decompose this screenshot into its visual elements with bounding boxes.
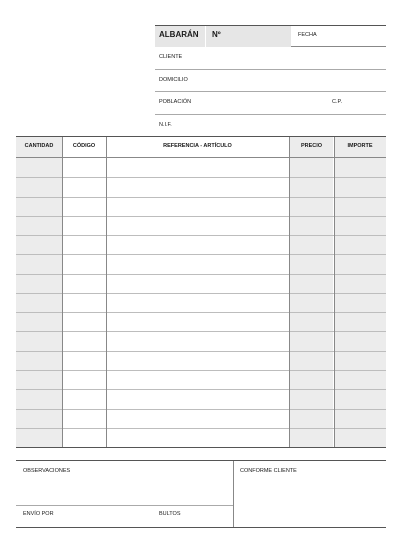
- address-label: DOMICILIO: [159, 76, 188, 83]
- number-cell[interactable]: [205, 26, 291, 47]
- table-row-line: [16, 254, 386, 255]
- table-row-line: [16, 293, 386, 294]
- footer-divider: [16, 505, 233, 506]
- column-header-reference: REFERENCIA - ARTÍCULO: [163, 143, 232, 149]
- footer-column-divider: [233, 461, 234, 527]
- table-row-line: [16, 312, 386, 313]
- table-row-line: [16, 389, 386, 390]
- table-row-line: [16, 409, 386, 410]
- table-row-line: [16, 235, 386, 236]
- column-header-code: CÓDIGO: [72, 143, 96, 149]
- table-row-line: [16, 370, 386, 371]
- city-field[interactable]: [155, 92, 386, 115]
- tax-id-field[interactable]: [155, 115, 386, 138]
- line-items-table: [16, 136, 386, 448]
- header-title-row: [155, 25, 386, 47]
- packages-label: BULTOS: [159, 511, 181, 517]
- postal-code-label: C.P.: [332, 99, 342, 105]
- column-divider: [289, 137, 290, 447]
- table-row-line: [16, 331, 386, 332]
- table-row-line: [16, 428, 386, 429]
- tax-id-label: N.I.F.: [159, 121, 172, 128]
- city-label: POBLACIÓN: [159, 99, 192, 105]
- column-header-price: PRECIO: [300, 143, 323, 149]
- column-header-quantity: CANTIDAD: [24, 143, 54, 149]
- client-label: CLIENTE: [159, 54, 183, 60]
- table-row-line: [16, 216, 386, 217]
- approval-label: CONFORME CLIENTE: [240, 468, 297, 474]
- address-field[interactable]: [155, 70, 386, 93]
- client-field[interactable]: [155, 47, 386, 70]
- date-label: FECHA: [298, 32, 317, 38]
- observations-label: OBSERVACIONES: [23, 468, 71, 474]
- shipping-label: ENVÍO POR: [23, 511, 54, 517]
- footer-section: [16, 460, 386, 528]
- column-divider: [334, 137, 335, 447]
- title-cell: [155, 26, 205, 47]
- column-divider: [106, 137, 107, 447]
- table-header: [16, 137, 386, 158]
- delivery-note-header: [155, 25, 386, 137]
- document-title: ALBARÁN: [159, 30, 199, 39]
- table-row-line: [16, 197, 386, 198]
- table-row-line: [16, 274, 386, 275]
- column-divider: [62, 137, 63, 447]
- number-label: Nº: [212, 30, 221, 39]
- column-header-amount: IMPORTE: [347, 143, 373, 149]
- table-row-line: [16, 351, 386, 352]
- table-row-line: [16, 177, 386, 178]
